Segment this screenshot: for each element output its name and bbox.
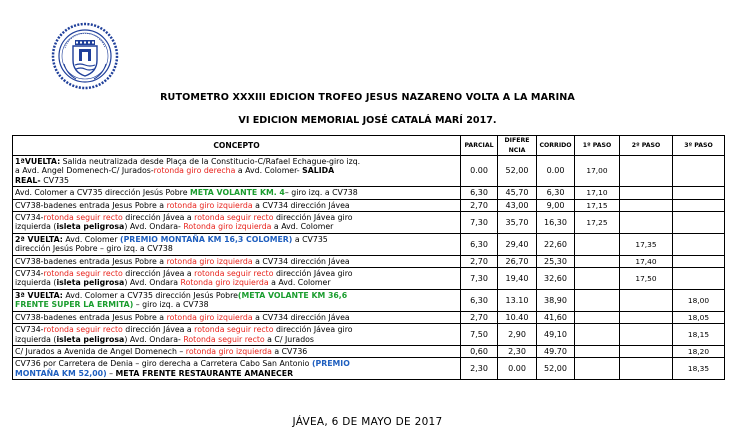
concept-segment: isleta peligrosa xyxy=(56,278,125,288)
header-paso3: 3º PASO xyxy=(673,136,725,156)
concept-segment: 3ª VUELTA: xyxy=(15,290,63,300)
corrido-cell: 52,00 xyxy=(537,358,575,380)
concept-line xyxy=(15,347,458,356)
concept-line xyxy=(15,269,458,278)
paso3-cell xyxy=(673,255,725,267)
diferencia-cell: 19,40 xyxy=(498,268,537,290)
concept-cell xyxy=(13,268,461,290)
diferencia-cell: 29,40 xyxy=(498,233,537,255)
concept-line xyxy=(15,325,458,334)
concept-segment: dirección Jesús Pobre – giro izq. a CV738 xyxy=(15,244,173,254)
document-title: RUTOMETRO XXXIII EDICION TROFEO JESUS NAZARENO VOLTA A LA MARINA xyxy=(160,92,575,103)
concept-segment: CV734- xyxy=(15,269,44,279)
parcial-cell: 6,30 xyxy=(461,187,498,199)
concept-segment: Avd. Colomer a CV735 dirección Jesús Pobre xyxy=(62,290,238,300)
paso3-cell xyxy=(673,233,725,255)
concept-segment: izquierda ( xyxy=(15,222,57,232)
concept-segment: Salida neutralizada desde Plaça de la Constitucio-C/Rafael Echague-giro izq. xyxy=(60,157,361,166)
paso3-cell: 18,00 xyxy=(673,289,725,311)
paso3-cell xyxy=(673,187,725,199)
corrido-cell: 41,60 xyxy=(537,311,575,323)
paso2-cell: 17,50 xyxy=(620,268,673,290)
concept-segment: a CV734 dirección Jávea xyxy=(252,200,350,210)
concept-segment: 1ªVUELTA: xyxy=(15,157,61,166)
municipal-seal-icon xyxy=(51,22,119,90)
concept-segment: ) Avd. Ondara- xyxy=(124,334,184,344)
concept-cell xyxy=(13,311,461,323)
corrido-cell: 6,30 xyxy=(537,187,575,199)
diferencia-cell: 45,70 xyxy=(498,187,537,199)
concept-line xyxy=(15,291,458,300)
concept-segment: Rotonda seguir recto xyxy=(183,334,265,344)
paso1-cell xyxy=(575,268,620,290)
concept-line xyxy=(15,222,458,231)
header-diferencia-line1: DIFERE xyxy=(504,137,530,145)
table-header-row xyxy=(13,136,725,156)
header-concepto: CONCEPTO xyxy=(13,136,461,156)
concept-line xyxy=(15,335,458,344)
concept-cell xyxy=(13,345,461,357)
concept-line xyxy=(15,313,458,322)
concept-segment: rotonda seguir recto xyxy=(194,269,274,279)
concept-segment: CV738-badenes entrada Jesus Pobre a xyxy=(15,200,167,210)
parcial-cell: 2,70 xyxy=(461,255,498,267)
paso3-cell xyxy=(673,156,725,187)
paso1-cell xyxy=(575,345,620,357)
table-row xyxy=(13,358,725,380)
concept-segment: CV734- xyxy=(15,325,44,335)
concept-cell xyxy=(13,324,461,346)
header-parcial: PARCIAL xyxy=(461,136,498,156)
corrido-cell: 32,60 xyxy=(537,268,575,290)
concept-line xyxy=(15,278,458,287)
concept-segment: a Avd. Colomer xyxy=(268,278,331,288)
concept-segment: Avd. Colomer a CV735 dirección Jesús Pobre xyxy=(15,188,190,198)
concept-segment: izquierda ( xyxy=(15,334,57,344)
paso1-cell xyxy=(575,289,620,311)
route-table xyxy=(12,135,725,380)
concept-segment: rotonda seguir recto xyxy=(43,325,123,335)
concept-segment: rotonda seguir recto xyxy=(194,213,274,223)
concept-segment: rotonda giro izquierda xyxy=(166,256,253,266)
concept-segment: a CV735 xyxy=(292,234,328,244)
paso1-cell: 17,25 xyxy=(575,212,620,234)
paso3-cell xyxy=(673,268,725,290)
concept-segment: (PREMIO xyxy=(311,359,350,369)
corrido-cell: 0.00 xyxy=(537,156,575,187)
parcial-cell: 2,70 xyxy=(461,199,498,211)
document-footer: JÁVEA, 6 DE MAYO DE 2017 xyxy=(292,416,443,428)
concept-segment: META VOLANTE KM. 4 xyxy=(190,188,285,198)
table-row xyxy=(13,311,725,323)
concept-segment: dirección Jávea a xyxy=(122,325,195,335)
concept-line xyxy=(15,166,458,175)
concept-line xyxy=(15,244,458,253)
concept-segment: CV738-badenes entrada Jesus Pobre a xyxy=(15,256,167,266)
concept-segment: rotonda seguir recto xyxy=(194,325,274,335)
paso3-cell xyxy=(673,212,725,234)
diferencia-cell: 35,70 xyxy=(498,212,537,234)
concept-segment: a Avd. Colomer- xyxy=(235,166,303,176)
concept-segment: CV734- xyxy=(15,213,44,223)
concept-segment: Avd. Colomer xyxy=(62,234,121,244)
paso1-cell: 17,15 xyxy=(575,199,620,211)
parcial-cell: 6,30 xyxy=(461,233,498,255)
parcial-cell: 2,70 xyxy=(461,311,498,323)
paso2-cell xyxy=(620,311,673,323)
concept-segment: dirección Jávea giro xyxy=(273,325,353,335)
concept-segment: rotonda giro izquierda xyxy=(166,312,253,322)
concept-line xyxy=(15,235,458,244)
paso2-cell xyxy=(620,212,673,234)
concept-line xyxy=(15,201,458,210)
diferencia-cell: 0.00 xyxy=(498,358,537,380)
concept-segment: – xyxy=(106,368,116,378)
header-corrido: CORRIDO xyxy=(537,136,575,156)
concept-segment: REAL- xyxy=(15,175,44,185)
concept-segment: a C/ Jurados xyxy=(264,334,314,344)
concept-segment: META FRENTE RESTAURANTE AMANECER xyxy=(115,368,294,378)
concept-line xyxy=(15,359,458,368)
concept-segment: Rotonda giro izquierda xyxy=(183,222,272,232)
table-row xyxy=(13,324,725,346)
diferencia-cell: 2,30 xyxy=(498,345,537,357)
diferencia-cell: 13.10 xyxy=(498,289,537,311)
concept-segment: a CV734 dirección Jávea xyxy=(252,256,350,266)
parcial-cell: 2,30 xyxy=(461,358,498,380)
corrido-cell: 9,00 xyxy=(537,199,575,211)
header-paso1: 1º PASO xyxy=(575,136,620,156)
paso1-cell xyxy=(575,358,620,380)
paso3-cell: 18,20 xyxy=(673,345,725,357)
concept-cell xyxy=(13,358,461,380)
concept-segment: rotonda seguir recto xyxy=(43,269,123,279)
paso2-cell xyxy=(620,358,673,380)
paso2-cell xyxy=(620,199,673,211)
concept-segment: izquierda ( xyxy=(15,278,57,288)
concept-cell xyxy=(13,187,461,199)
paso3-cell: 18,35 xyxy=(673,358,725,380)
concept-segment: rotonda giro izquierda xyxy=(185,346,272,356)
corrido-cell: 16,30 xyxy=(537,212,575,234)
concept-segment: rotonda seguir recto xyxy=(43,213,123,223)
concept-line xyxy=(15,188,458,197)
concept-segment: CV738-badenes entrada Jesus Pobre a xyxy=(15,312,167,322)
table-row xyxy=(13,187,725,199)
concept-line xyxy=(15,369,458,378)
concept-cell xyxy=(13,233,461,255)
parcial-cell: 0,60 xyxy=(461,345,498,357)
table-row xyxy=(13,233,725,255)
concept-cell xyxy=(13,212,461,234)
header-diferencia xyxy=(498,136,537,156)
concept-line xyxy=(15,213,458,222)
paso2-cell xyxy=(620,324,673,346)
concept-segment: (META VOLANTE KM 36,6 xyxy=(237,290,348,300)
paso1-cell xyxy=(575,255,620,267)
corrido-cell: 49.70 xyxy=(537,345,575,357)
concept-segment: CV736 por Carretera de Denia – giro derecha a Carretera Cabo San Antonio xyxy=(15,359,312,369)
concept-segment: rotonda giro izquierda xyxy=(166,200,253,210)
paso2-cell: 17,35 xyxy=(620,233,673,255)
corrido-cell: 38,90 xyxy=(537,289,575,311)
concept-cell xyxy=(13,199,461,211)
concept-segment: dirección Jávea giro xyxy=(273,213,353,223)
concept-line xyxy=(15,257,458,266)
table-row xyxy=(13,345,725,357)
concept-segment: FRENTE SUPER LA ERMITA) xyxy=(15,300,134,310)
concept-segment: Rotonda giro izquierda xyxy=(180,278,269,288)
paso3-cell: 18,15 xyxy=(673,324,725,346)
concept-segment: a CV736 xyxy=(271,346,308,356)
paso2-cell xyxy=(620,156,673,187)
paso1-cell: 17,10 xyxy=(575,187,620,199)
paso2-cell: 17,40 xyxy=(620,255,673,267)
header-paso2: 2º PASO xyxy=(620,136,673,156)
header-diferencia-line2: NCIA xyxy=(508,146,526,154)
concept-segment: – giro izq. a CV738 xyxy=(284,188,358,198)
concept-segment: a CV734 dirección Jávea xyxy=(252,312,350,322)
concept-cell xyxy=(13,255,461,267)
concept-segment: ) Avd. Ondara xyxy=(124,278,181,288)
paso1-cell xyxy=(575,324,620,346)
document-subtitle: VI EDICION MEMORIAL JOSÉ CATALÁ MARÍ 2017. xyxy=(238,115,497,126)
paso2-cell xyxy=(620,345,673,357)
concept-segment: rotonda giro derecha xyxy=(153,166,236,176)
concept-segment: C/ Jurados a Avenida de Angel Domenech – xyxy=(15,346,186,356)
table-row xyxy=(13,255,725,267)
table-row xyxy=(13,212,725,234)
concept-segment: dirección Jávea giro xyxy=(273,269,353,279)
concept-segment: ) Avd. Ondara- xyxy=(124,222,184,232)
concept-segment: (PREMIO MONTAÑA KM 16,3 COLOMER) xyxy=(120,234,293,244)
concept-segment: MONTAÑA KM 52,00) xyxy=(15,368,107,378)
paso3-cell xyxy=(673,199,725,211)
concept-segment: SALIDA xyxy=(302,166,335,176)
parcial-cell: 7,50 xyxy=(461,324,498,346)
paso1-cell xyxy=(575,233,620,255)
parcial-cell: 0.00 xyxy=(461,156,498,187)
table-row xyxy=(13,268,725,290)
paso2-cell xyxy=(620,289,673,311)
concept-segment: 2ª VUELTA: xyxy=(15,234,63,244)
paso1-cell xyxy=(575,311,620,323)
paso2-cell xyxy=(620,187,673,199)
diferencia-cell: 10.40 xyxy=(498,311,537,323)
paso1-cell: 17,00 xyxy=(575,156,620,187)
concept-segment: isleta peligrosa xyxy=(56,334,125,344)
concept-segment: dirección Jávea a xyxy=(122,269,195,279)
corrido-cell: 49,10 xyxy=(537,324,575,346)
diferencia-cell: 2,90 xyxy=(498,324,537,346)
corrido-cell: 25,30 xyxy=(537,255,575,267)
parcial-cell: 7,30 xyxy=(461,268,498,290)
concept-segment: CV735 xyxy=(43,175,69,185)
concept-cell xyxy=(13,289,461,311)
parcial-cell: 7,30 xyxy=(461,212,498,234)
concept-segment: a Avd. Angel Domenech-C/ Jurados- xyxy=(15,166,154,176)
concept-line xyxy=(15,300,458,309)
concept-segment: dirección Jávea a xyxy=(122,213,195,223)
table-row xyxy=(13,156,725,187)
concept-segment: isleta peligrosa xyxy=(56,222,125,232)
table-row xyxy=(13,289,725,311)
concept-cell xyxy=(13,156,461,187)
parcial-cell: 6,30 xyxy=(461,289,498,311)
diferencia-cell: 52,00 xyxy=(498,156,537,187)
concept-segment: – giro izq. a CV738 xyxy=(133,300,209,310)
concept-line xyxy=(15,176,458,185)
paso3-cell: 18,05 xyxy=(673,311,725,323)
corrido-cell: 22,60 xyxy=(537,233,575,255)
diferencia-cell: 26,70 xyxy=(498,255,537,267)
concept-line xyxy=(15,157,458,166)
diferencia-cell: 43,00 xyxy=(498,199,537,211)
concept-segment: a Avd. Colomer xyxy=(271,222,334,232)
table-row xyxy=(13,199,725,211)
